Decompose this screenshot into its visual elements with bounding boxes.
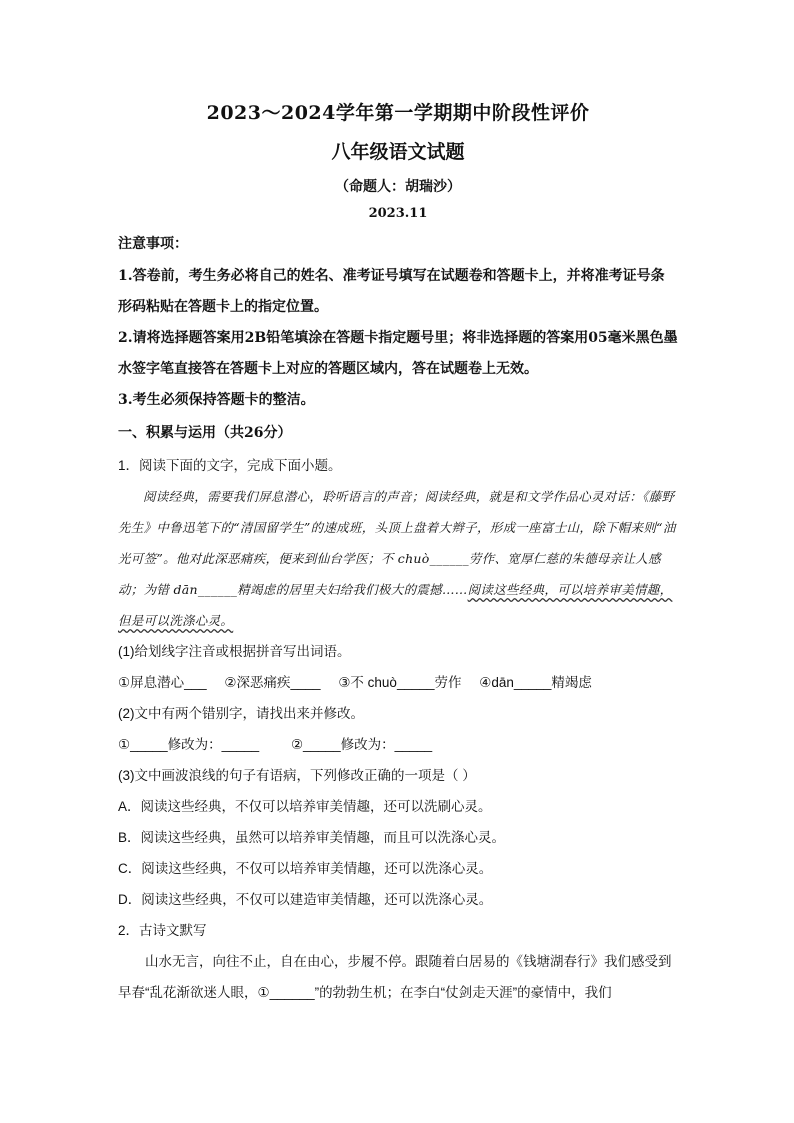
- exam-title: 2023～2024学年第一学期期中阶段性评价: [206, 102, 590, 124]
- blank-item: ①_____修改为：_____: [118, 737, 260, 752]
- sub-question-1: (1)给划线字注音或根据拼音写出词语。: [118, 644, 351, 659]
- option-c: C．阅读这些经典，不仅可以培养审美情趣，还可以洗涤心灵。: [118, 861, 493, 876]
- exam-author: （命题人：胡瑞沙）: [335, 179, 461, 195]
- section-heading: 一、积累与运用（共26分）: [118, 425, 292, 441]
- note-item-2: 2.请将选择题答案用2B铅笔填涂在答题卡指定题号里；将非选择题的答案用05毫米黑色墨水签字笔直接答在答题卡上对应的答题区域内，答在试题卷上无效。: [118, 330, 678, 377]
- option-d: D．阅读这些经典，不仅可以建造审美情趣，还可以洗涤心灵。: [118, 892, 493, 907]
- sub-question-2: (2)文中有两个错别字，请找出来并修改。: [118, 706, 364, 721]
- note-item-1: 1.答卷前，考生务必将自己的姓名、准考证号填写在试题卷和答题卡上，并将准考证号条形码粘贴在答题卡上的指定位置。: [118, 268, 665, 315]
- sub-question-1-items: [118, 667, 678, 698]
- blank-item: ②_____修改为：_____: [290, 737, 433, 752]
- sub-question-3: (3)文中画波浪线的句子有语病，下列修改正确的一项是（ ）: [118, 768, 476, 783]
- exam-date: 2023.11: [368, 206, 428, 221]
- blank-item: ③不 chuò_____劳作: [338, 675, 462, 690]
- question-2-text: 山水无言，向往不止，自在由心，步履不停。跟随着白居易的《钱塘湖春行》我们感受到早春“乱花渐欲迷人眼，①______”的勃勃生机；在李白“仗剑走天涯”的豪情中，我们: [118, 954, 672, 1000]
- sub-question-2-items: [118, 729, 678, 760]
- reading-passage: [118, 481, 678, 636]
- wavy-sentence: 阅读这些经典，可以培养审美情趣，但是可以洗涤心灵。: [118, 582, 673, 628]
- option-b: B．阅读这些经典，虽然可以培养审美情趣，而且可以洗涤心灵。: [118, 830, 506, 845]
- passage-text: 阅读经典，需要我们屏息潜心，聆听语言的声音；阅读经典，就是和文学作品心灵对话：《藤野先生》中鲁迅笔下的“清国留学生”的速成班，头顶上盘着大辫子，形成一座富士山，除下帽来则“油光可签”。他对此深恶痛疾，便来到仙台学医；不 chuò______劳作、宽厚仁慈的朱德母亲让人感动；为错 dān______精竭虑的居里夫妇给我们极大的震撼……: [118, 489, 676, 597]
- note-item-3: 3.考生必须保持答题卡的整洁。: [118, 392, 315, 408]
- option-a: A．阅读这些经典，不仅可以培养审美情趣，还可以洗刷心灵。: [118, 799, 492, 814]
- exam-page: [118, 98, 678, 1008]
- blank-item: ②深恶痛疾____: [224, 675, 321, 690]
- exam-subtitle: 八年级语文试题: [331, 141, 465, 163]
- question-1-stem: 1．阅读下面的文字，完成下面小题。: [118, 458, 342, 473]
- blank-item: ①屏息潜心___: [118, 675, 207, 690]
- notes-heading: 注意事项：: [118, 236, 188, 252]
- blank-item: ④dān_____精竭虑: [479, 675, 592, 690]
- question-2-stem: 2．古诗文默写: [118, 923, 207, 938]
